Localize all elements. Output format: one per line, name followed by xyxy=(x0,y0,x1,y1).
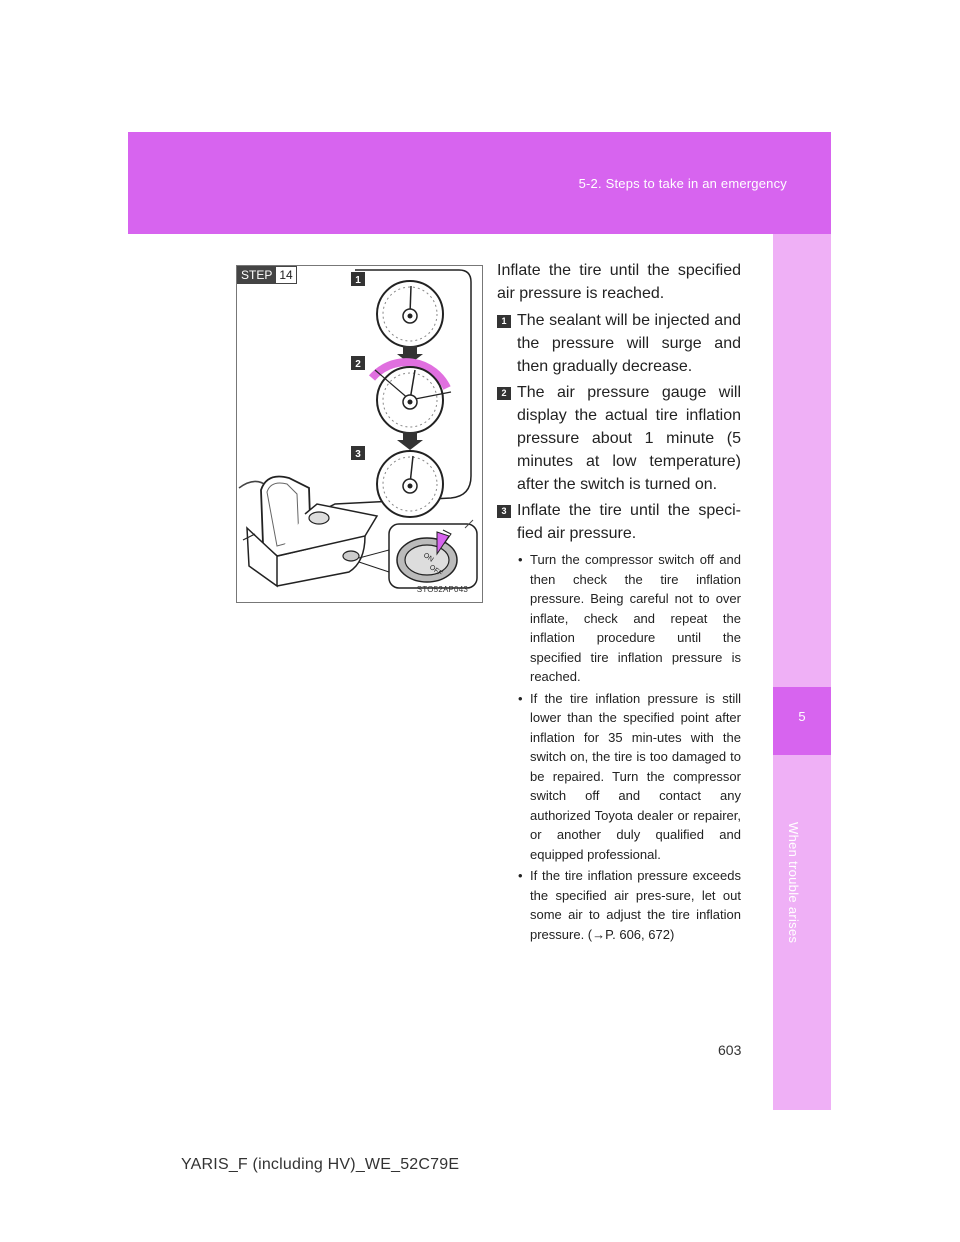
gauge-2-icon xyxy=(372,362,451,433)
item-text: Inflate the tire until the speci-fied air pressure. xyxy=(517,502,741,542)
step-item xyxy=(497,499,741,545)
bullet-glyph: • xyxy=(518,868,523,883)
item-number-badge: 1 xyxy=(497,315,511,328)
instructions xyxy=(497,259,741,946)
chapter-tab[interactable] xyxy=(773,687,831,755)
step-item xyxy=(497,381,741,496)
side-tab xyxy=(773,234,831,1110)
chapter-number: 5 xyxy=(798,709,806,724)
switch-inset xyxy=(359,520,477,588)
switch-off-label: OFF xyxy=(427,563,444,578)
notes-list xyxy=(497,550,741,944)
step-item xyxy=(497,309,741,378)
note-text: If the tire inflation pressure exceeds the specified air pres-sure, let out some air to adjust the tire inflation pressure. (→P. 606, 672) xyxy=(530,868,741,942)
note-item xyxy=(517,689,741,865)
step-figure xyxy=(236,265,483,603)
section-title: 5-2. Steps to take in an emergency xyxy=(578,176,787,191)
compressor-icon xyxy=(243,477,377,587)
gauge-3-icon xyxy=(377,451,443,517)
document-footer: YARIS_F (including HV)_WE_52C79E xyxy=(181,1156,460,1173)
intro-text: Inflate the tire until the specified air pressure is reached. xyxy=(497,262,741,302)
gauge-1-icon xyxy=(377,281,443,347)
callout-2: 2 xyxy=(355,359,361,370)
step-number: 14 xyxy=(275,266,296,284)
step-label: STEP xyxy=(237,266,275,284)
item-text: The sealant will be injected and the pressure will surge and then gradually decrease. xyxy=(517,312,741,375)
figure-code: STO52AP043 xyxy=(416,585,468,594)
page-number: 603 xyxy=(718,1042,742,1058)
note-item xyxy=(517,550,741,687)
callout-1: 1 xyxy=(355,275,361,286)
chapter-title: When trouble arises xyxy=(786,822,801,944)
callout-3: 3 xyxy=(355,449,361,460)
note-item xyxy=(517,866,741,944)
step-tag xyxy=(237,266,297,284)
compressor-illustration xyxy=(237,266,482,602)
bullet-glyph: • xyxy=(518,690,523,706)
item-text: The air pressure gauge will display the actual tire inflation pressure about 1 minute (5 minutes at low temperature) after the switch is turned on. xyxy=(517,384,741,493)
callout-badges xyxy=(351,272,365,460)
note-text: Turn the compressor switch off and then check the tire inflation pressure. Being careful not to over inflate, check and repeat the inflation procedure until the specified tire inflation pressure is reached. xyxy=(530,552,741,684)
header-band xyxy=(128,132,831,234)
bullet-glyph: • xyxy=(518,552,523,567)
item-number-badge: 2 xyxy=(497,387,511,400)
item-number-badge: 3 xyxy=(497,505,511,518)
switch-on-label: ON xyxy=(421,551,435,564)
note-text: If the tire inflation pressure is still lower than the specified point after inflation for 35 min-utes with the switch on, the tire is too damaged to be repaired. Turn the compressor switch off and contact any authorized Toyota dealer or repairer, or another duly qualified and equipped professional. xyxy=(530,690,741,862)
